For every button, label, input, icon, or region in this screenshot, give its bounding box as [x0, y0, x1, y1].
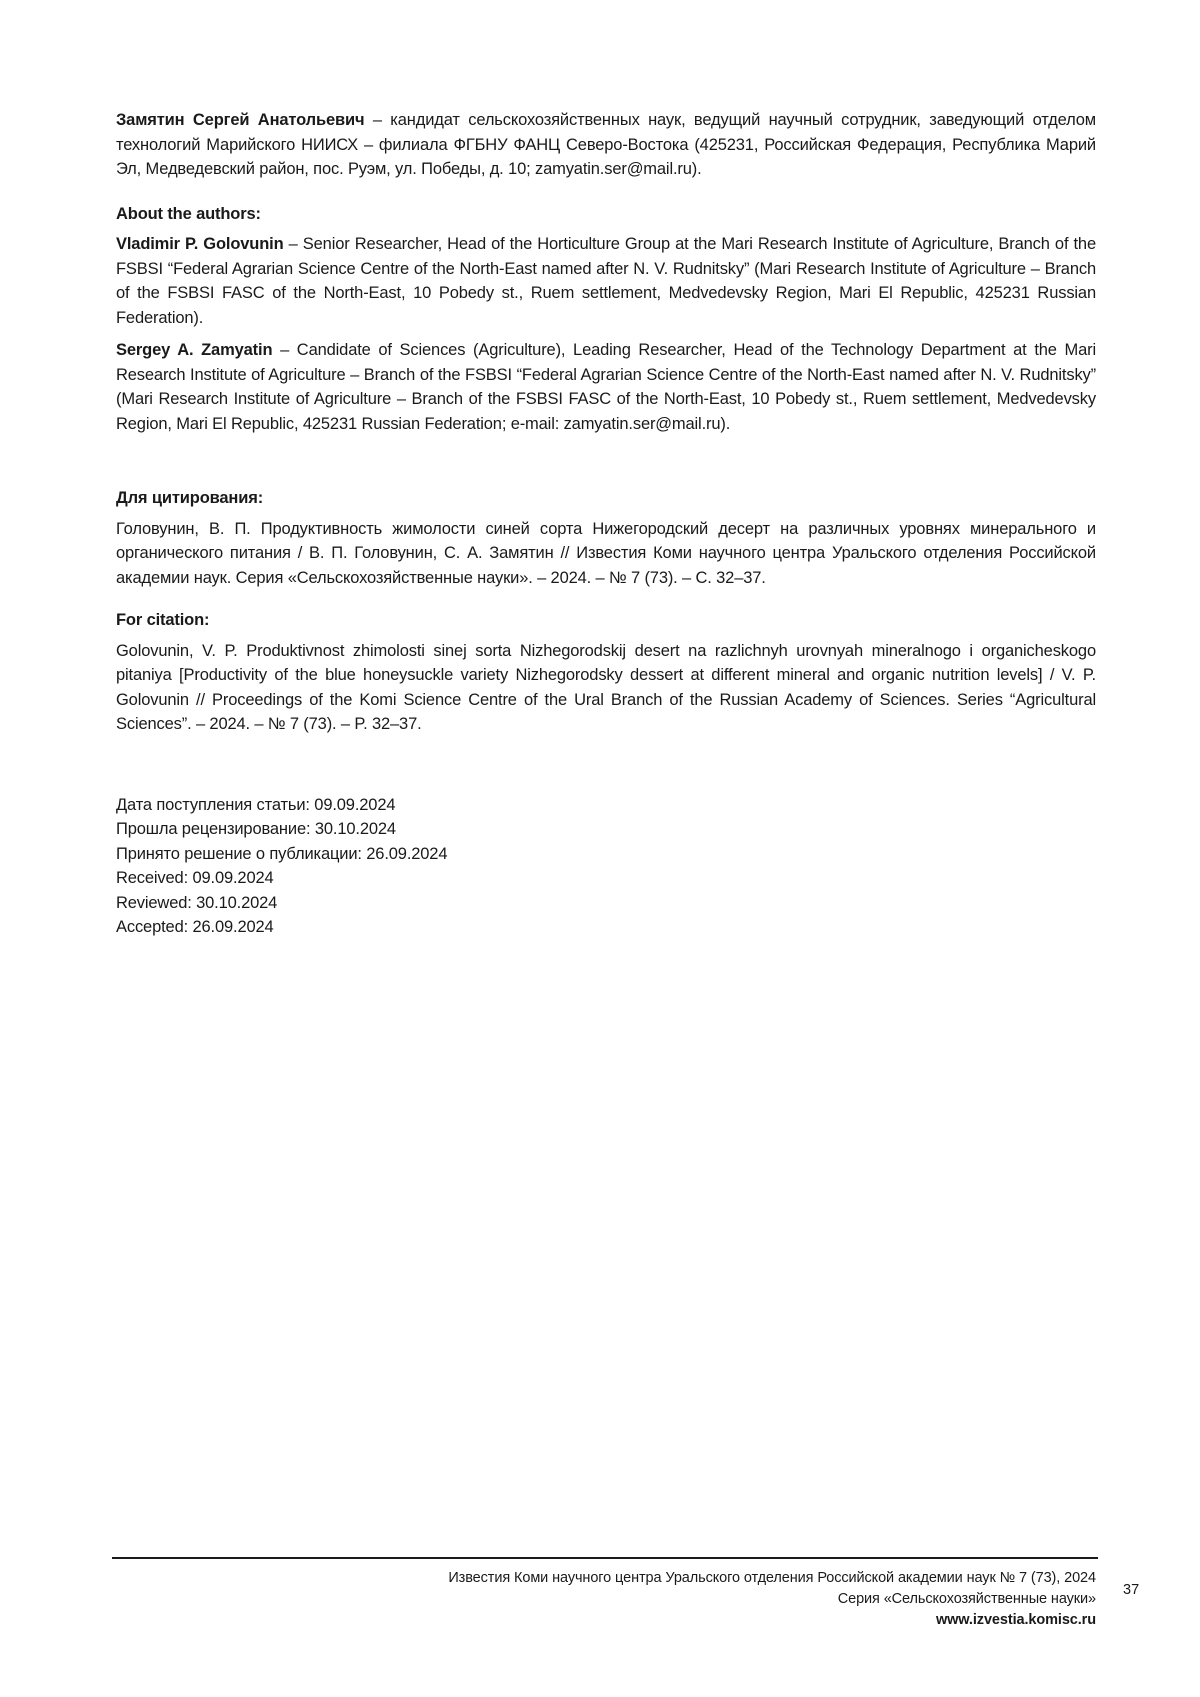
author-name-zamyatin-ru: Замятин Сергей Анатольевич	[116, 111, 364, 129]
citation-ru-text: Головунин, В. П. Продуктивность жимолости синей сорта Нижегородский десерт на различных уровнях минерального и органического питания / В. П. Головунин, С. А. Замятин // Известия Коми научного центра Уральского отделения Российской академии наук. Серия «Сельскохозяйственные науки». – 2024. – № 7 (73). – С. 32–37.	[116, 517, 1096, 591]
author-name-zamyatin-en: Sergey A. Zamyatin	[116, 341, 272, 359]
date-accepted-ru: Принято решение о публикации: 26.09.2024	[116, 842, 1096, 867]
page-number: 37	[1123, 1582, 1139, 1598]
author-details-zamyatin-en: – Candidate of Sciences (Agriculture), Leading Researcher, Head of the Technology Department at the Mari Research Institute of Agriculture – Branch of the FSBSI “Federal Agrarian Science Centre of the North-East named after N. V. Rudnitsky” (Mari Research Institute of Agriculture – Branch of the FSBSI FASC of the North-East, 10 Pobedy st., Ruem settlement, Medvedevsky Region, Mari El Republic, 425231 Russian Federation; e-mail: zamyatin.ser@mail.ru).	[116, 341, 1096, 433]
author-info-zamyatin-en	[116, 338, 1096, 436]
footer-journal-title: Известия Коми научного центра Уральского отделения Российской академии наук № 7 (73), 2024	[448, 1568, 1096, 1589]
date-received-en: Received: 09.09.2024	[116, 866, 1096, 891]
author-details-golovunin-en: – Senior Researcher, Head of the Horticulture Group at the Mari Research Institute of Agriculture, Branch of the FSBSI “Federal Agrarian Science Centre of the North-East named after N. V. Rudnitsky” (Mari Research Institute of Agriculture – Branch of the FSBSI FASC of the North-East, 10 Pobedy st., Ruem settlement, Medvedevsky Region, Mari El Republic, 425231 Russian Federation).	[116, 235, 1096, 327]
citation-en-text: Golovunin, V. P. Produktivnost zhimolosti sinej sorta Nizhegorodskij desert na razlichnyh urovnyah mineralnogo i organicheskogo pitaniya [Productivity of the blue honeysuckle variety Nizhegorodsky dessert at different mineral and organic nutrition levels] / V. P. Golovunin // Proceedings of the Komi Science Centre of the Ural Branch of the Russian Academy of Sciences. Series “Agricultural Sciences”. – 2024. – № 7 (73). – P. 32–37.	[116, 639, 1096, 737]
author-info-golovunin-en	[116, 232, 1096, 330]
page-footer	[448, 1568, 1096, 1631]
date-received-ru: Дата поступления статьи: 09.09.2024	[116, 793, 1096, 818]
footer-divider	[112, 1557, 1098, 1559]
citation-en-heading: For citation:	[116, 608, 1096, 633]
about-authors-heading: About the authors:	[116, 202, 1096, 227]
date-reviewed-ru: Прошла рецензирование: 30.10.2024	[116, 817, 1096, 842]
footer-series: Серия «Сельскохозяйственные науки»	[448, 1589, 1096, 1610]
citation-ru-heading: Для цитирования:	[116, 486, 1096, 511]
author-details-zamyatin-ru: – кандидат сельскохозяйственных наук, ведущий научный сотрудник, заведующий отделом технологий Марийского НИИСХ – филиала ФГБНУ ФАНЦ Северо-Востока (425231, Российская Федерация, Республика Марий Эл, Медведевский район, пос. Руэм, ул. Победы, д. 10; zamyatin.ser@mail.ru).	[116, 111, 1096, 178]
article-dates	[116, 793, 1096, 940]
article-back-matter	[116, 108, 1096, 940]
date-accepted-en: Accepted: 26.09.2024	[116, 915, 1096, 940]
footer-website-link[interactable]: www.izvestia.komisc.ru	[448, 1610, 1096, 1631]
date-reviewed-en: Reviewed: 30.10.2024	[116, 891, 1096, 916]
author-name-golovunin-en: Vladimir P. Golovunin	[116, 235, 284, 253]
author-info-zamyatin-ru	[116, 108, 1096, 182]
